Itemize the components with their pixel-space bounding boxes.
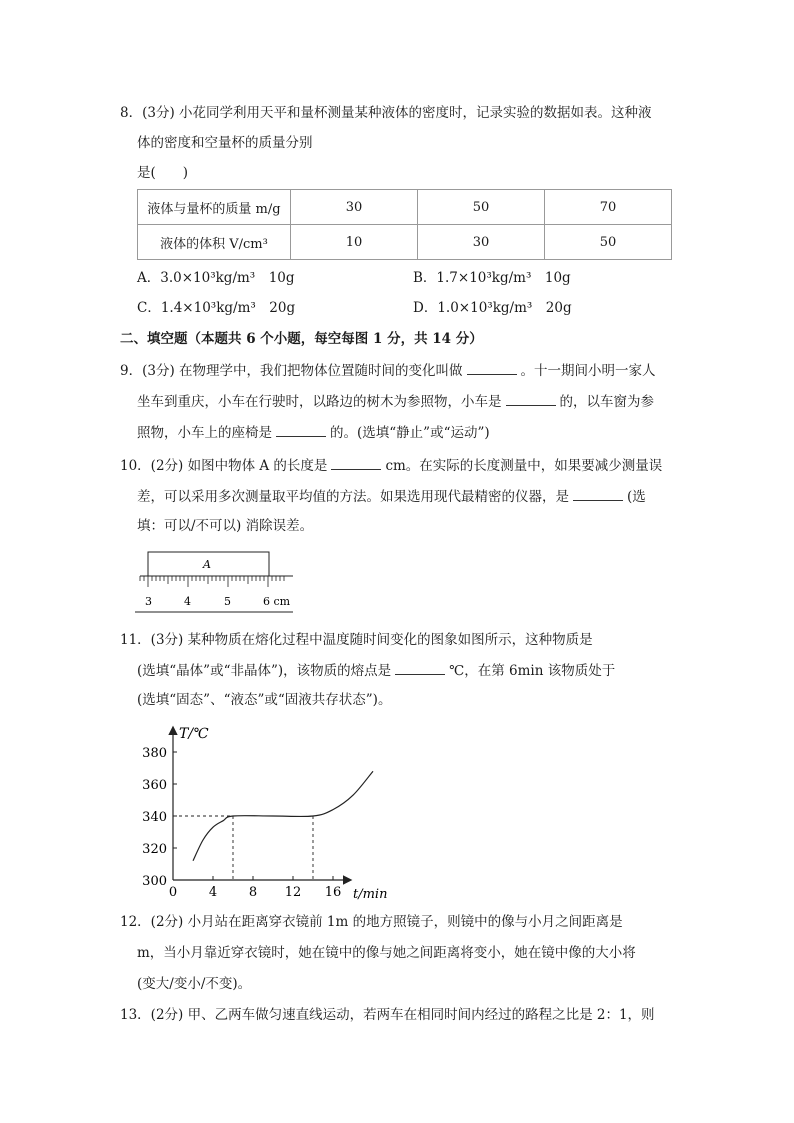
q9-line1 [120, 360, 656, 381]
q9-text: 的。(选填“静止”或“运动”) [330, 425, 490, 441]
ruler-tick-label: 5 [224, 595, 231, 608]
table-cell: 30 [291, 190, 418, 225]
q11-text: (选填“晶体”或“非晶体”)，该物质的熔点是 [137, 663, 392, 679]
table-row [138, 225, 672, 260]
y-tick-label: 360 [142, 778, 167, 793]
ruler-tick-label: 4 [184, 595, 191, 608]
q8-line2: 体的密度和空量杯的质量分别 [137, 135, 313, 151]
q11-line3: (选填“固态”、“液态”或“固液共存状态”)。 [137, 692, 392, 708]
answer-blank [467, 360, 517, 375]
ruler-tick-label: 3 [145, 595, 152, 608]
q8-option-b: B．1.7×10³kg/m³ 10g [413, 270, 571, 286]
q9-text: 的，以车窗为参 [559, 394, 654, 410]
ruler-ticks [140, 576, 284, 587]
answer-blank [395, 660, 445, 675]
q12-line3: (变大/变小/不变)。 [137, 976, 252, 992]
table-cell: 70 [545, 190, 672, 225]
ruler-figure [135, 548, 300, 618]
table-cell: 50 [418, 190, 545, 225]
x-axis-label: t/min [353, 887, 388, 902]
q11-line2 [137, 660, 615, 681]
q10-text: (选 [627, 489, 646, 505]
answer-blank [573, 486, 623, 501]
answer-blank [506, 391, 556, 406]
chart-reference-lines [173, 816, 313, 880]
q10-text: 10．(2分) 如图中物体 A 的长度是 [120, 458, 328, 474]
q9-text: 坐车到重庆，小车在行驶时，以路边的树木为参照物，小车是 [137, 394, 502, 410]
object-a-label: A [203, 558, 211, 571]
q10-line2 [137, 486, 646, 507]
answer-blank [276, 422, 326, 437]
x-tick-label: 8 [248, 885, 258, 900]
y-tick-label: 380 [142, 746, 167, 761]
q10-text: cm。在实际的长度测量中，如果要减少测量误 [385, 458, 663, 474]
q8-option-d: D．1.0×10³kg/m³ 20g [413, 300, 572, 316]
q9-line2 [137, 391, 654, 412]
table-cell: 50 [545, 225, 672, 260]
melting-curve-line [193, 771, 373, 861]
q8-line3: 是( ) [137, 165, 189, 181]
y-tick-label: 320 [142, 842, 167, 857]
section-title: 二、填空题（本题共 6 个小题，每空每图 1 分，共 14 分） [120, 331, 483, 347]
x-tick-label: 12 [284, 885, 302, 900]
table-cell: 液体的体积 V/cm³ [138, 225, 291, 260]
x-tick-label: 0 [168, 885, 178, 900]
q8-option-c: C．1.4×10³kg/m³ 20g [137, 300, 296, 316]
y-tick-label: 340 [142, 810, 167, 825]
q9-text: 照物，小车上的座椅是 [137, 425, 272, 441]
table-cell: 10 [291, 225, 418, 260]
q11-text: ℃，在第 6min 该物质处于 [449, 663, 616, 679]
q8-option-a: A．3.0×10³kg/m³ 10g [137, 270, 295, 286]
ruler-tick-label: 6 cm [263, 595, 291, 608]
table-cell: 30 [418, 225, 545, 260]
answer-blank [331, 455, 381, 470]
q9-line3 [137, 422, 490, 443]
q9-text: 。十一期间小明一家人 [520, 363, 656, 379]
x-tick-label: 16 [324, 885, 342, 900]
q8-data-table [137, 189, 672, 260]
x-tick-label: 4 [208, 885, 218, 900]
q10-line3: 填：可以/不可以) 消除误差。 [137, 518, 314, 534]
q10-text: 差，可以采用多次测量取平均值的方法。如果选用现代最精密的仪器，是 [137, 489, 569, 505]
q8-line1: 8．(3分) 小花同学利用天平和量杯测量某种液体的密度时，记录实验的数据如表。这种液 [120, 105, 652, 121]
chart-ticks [142, 746, 341, 900]
table-cell: 液体与量杯的质量 m/g [138, 190, 291, 225]
q9-text: 9．(3分) 在物理学中，我们把物体位置随时间的变化叫做 [120, 363, 463, 379]
q12-line2: m，当小月靠近穿衣镜时，她在镜中的像与她之间距离将变小，她在镜中像的大小将 [137, 945, 636, 961]
y-tick-label: 300 [142, 874, 167, 889]
y-axis-label: T/℃ [179, 726, 209, 742]
q11-line1: 11．(3分) 某种物质在熔化过程中温度随时间变化的图象如图所示，这种物质是 [120, 632, 593, 648]
q10-line1 [120, 455, 662, 476]
q13-line1: 13．(2分) 甲、乙两车做匀速直线运动，若两车在相同时间内经过的路程之比是 2：1，则 [120, 1007, 655, 1023]
melting-chart [135, 720, 415, 905]
q12-line1: 12．(2分) 小月站在距离穿衣镜前 1m 的地方照镜子，则镜中的像与小月之间距离是 [120, 914, 623, 930]
table-row [138, 190, 672, 225]
